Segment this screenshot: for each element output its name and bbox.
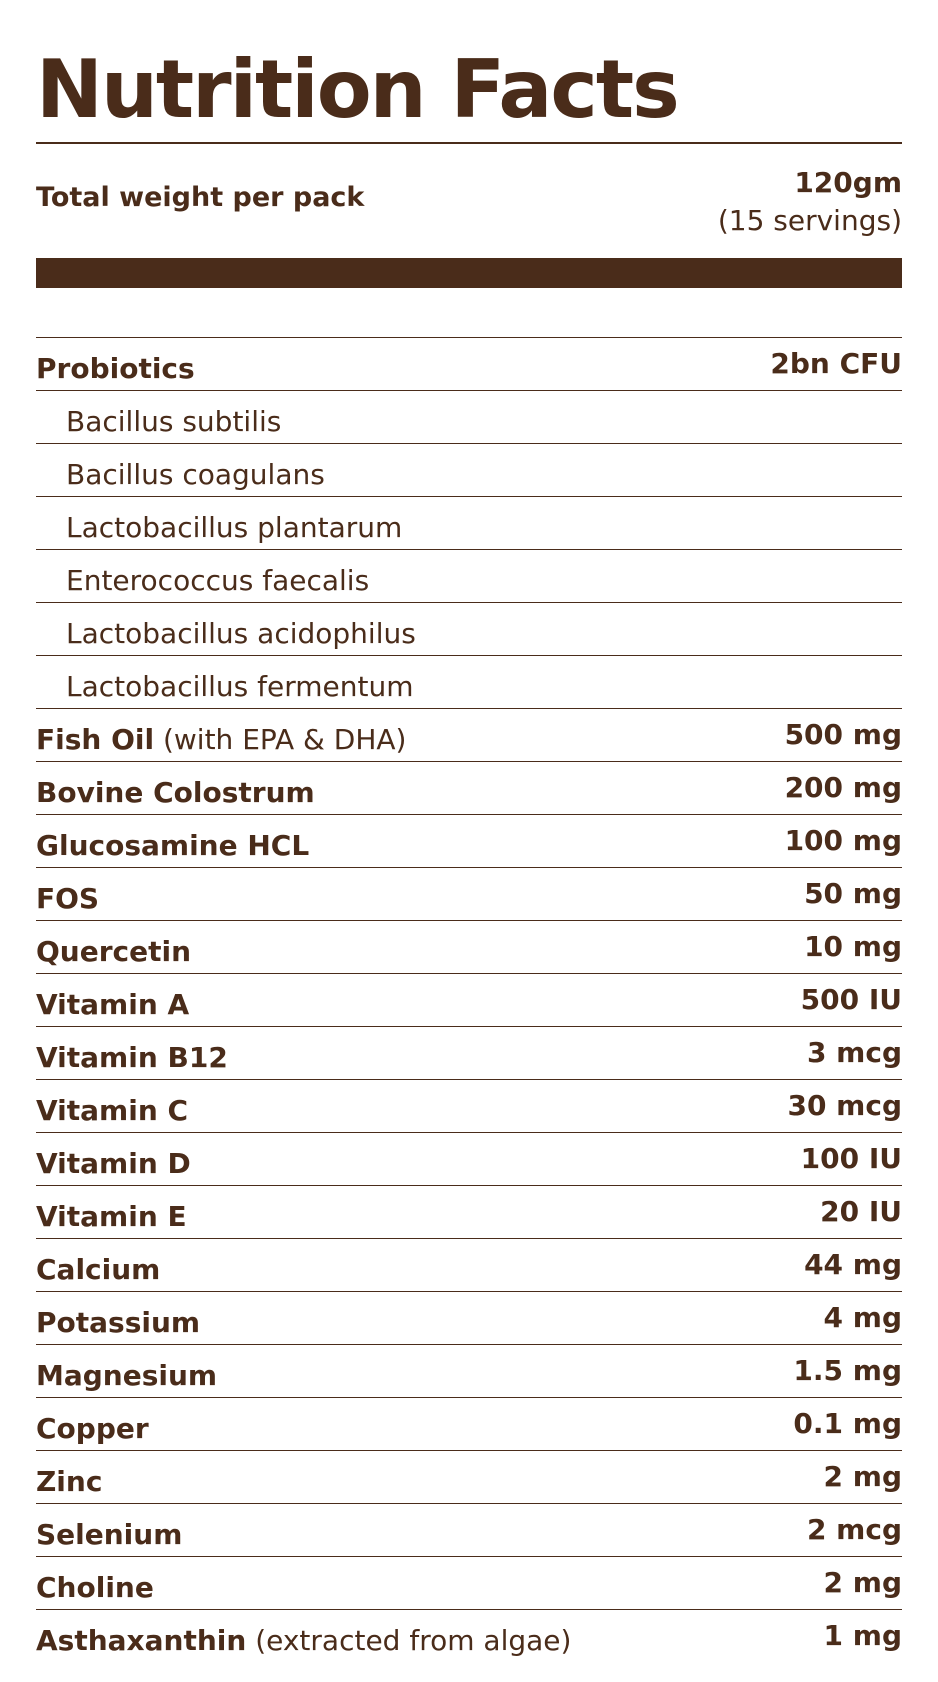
nutrient-name: Lactobacillus fermentum <box>66 670 414 703</box>
nutrient-note: (extracted from algae) <box>246 1624 572 1657</box>
thick-divider-bar <box>36 258 902 288</box>
nutrient-row <box>36 867 902 920</box>
nutrient-label <box>36 829 309 863</box>
nutrient-amount: 50 mg <box>804 877 902 910</box>
nutrient-label <box>36 1465 102 1499</box>
nutrient-row <box>36 1397 902 1450</box>
sub-nutrient-row <box>36 549 902 602</box>
nutrient-label <box>36 1094 188 1128</box>
nutrient-row <box>36 1344 902 1397</box>
nutrient-label <box>36 1200 187 1234</box>
nutrient-row <box>36 1609 902 1662</box>
nutrient-note: (with EPA & DHA) <box>154 723 407 756</box>
nutrient-label <box>36 1571 154 1605</box>
total-weight-value <box>718 164 902 240</box>
page-title: Nutrition Facts <box>36 43 678 136</box>
nutrient-amount: 4 mg <box>823 1301 902 1334</box>
nutrient-name: Copper <box>36 1412 149 1445</box>
nutrient-amount: 100 IU <box>800 1142 902 1175</box>
sub-nutrient-row <box>36 655 902 708</box>
nutrient-row <box>36 1026 902 1079</box>
total-weight-row <box>36 144 902 258</box>
nutrient-name: Lactobacillus plantarum <box>66 511 403 544</box>
sub-nutrient-row <box>36 496 902 549</box>
nutrient-amount: 30 mcg <box>787 1089 902 1122</box>
total-weight-servings: (15 servings) <box>717 204 902 237</box>
nutrient-name: Enterococcus faecalis <box>66 564 370 597</box>
nutrient-amount: 500 IU <box>800 983 902 1016</box>
sub-nutrient-row <box>36 602 902 655</box>
nutrient-label <box>36 1359 217 1393</box>
nutrient-label <box>36 935 191 969</box>
nutrient-name: Glucosamine HCL <box>36 829 310 862</box>
nutrient-row <box>36 973 902 1026</box>
nutrient-amount: 2 mg <box>823 1460 902 1493</box>
nutrient-name: FOS <box>36 882 100 915</box>
nutrient-amount: 2 mg <box>823 1566 902 1599</box>
nutrient-label <box>36 1624 571 1658</box>
nutrient-name: Potassium <box>36 1306 201 1339</box>
nutrient-name: Quercetin <box>36 935 192 968</box>
nutrient-label <box>36 352 195 386</box>
nutrient-label <box>66 617 416 651</box>
total-weight-label: Total weight per pack <box>36 182 365 213</box>
nutrient-label <box>36 723 406 757</box>
nutrient-amount: 2 mcg <box>806 1513 902 1546</box>
nutrient-name: Choline <box>36 1571 154 1604</box>
nutrient-row <box>36 337 902 390</box>
nutrient-amount: 20 IU <box>820 1195 902 1228</box>
nutrient-label <box>36 776 315 810</box>
nutrient-row <box>36 1556 902 1609</box>
nutrient-row <box>36 814 902 867</box>
nutrient-amount: 100 mg <box>784 824 902 857</box>
nutrient-row <box>36 1132 902 1185</box>
nutrient-label <box>36 988 189 1022</box>
nutrient-row <box>36 1291 902 1344</box>
nutrient-amount: 3 mcg <box>806 1036 902 1069</box>
nutrient-name: Vitamin D <box>36 1147 191 1180</box>
nutrient-list <box>36 337 902 1662</box>
nutrient-label <box>66 405 281 439</box>
nutrient-label <box>36 1147 191 1181</box>
nutrient-row <box>36 1503 902 1556</box>
nutrient-label <box>36 1306 200 1340</box>
nutrient-label <box>66 564 369 598</box>
sub-nutrient-row <box>36 390 902 443</box>
nutrient-label <box>36 882 99 916</box>
nutrient-label <box>36 1518 182 1552</box>
nutrient-name: Fish Oil <box>36 723 155 756</box>
nutrient-amount: 2bn CFU <box>770 347 902 380</box>
nutrient-name: Lactobacillus acidophilus <box>66 617 416 650</box>
nutrient-name: Probiotics <box>36 352 195 385</box>
nutrient-amount: 0.1 mg <box>793 1407 902 1440</box>
nutrient-name: Vitamin A <box>36 988 190 1021</box>
nutrient-label <box>36 1253 160 1287</box>
nutrient-name: Vitamin C <box>36 1094 189 1127</box>
total-weight-amount: 120gm <box>794 166 902 199</box>
nutrient-amount: 44 mg <box>804 1248 902 1281</box>
nutrient-amount: 10 mg <box>804 930 902 963</box>
nutrient-row <box>36 920 902 973</box>
nutrient-row <box>36 1450 902 1503</box>
nutrient-label <box>66 511 402 545</box>
nutrient-row <box>36 1185 902 1238</box>
nutrient-row <box>36 708 902 761</box>
sub-nutrient-row <box>36 443 902 496</box>
nutrient-name: Calcium <box>36 1253 161 1286</box>
nutrient-label <box>66 670 414 704</box>
nutrient-name: Magnesium <box>36 1359 218 1392</box>
section-spacer <box>36 288 902 337</box>
nutrient-amount: 1 mg <box>823 1619 902 1652</box>
nutrient-amount: 500 mg <box>784 718 902 751</box>
nutrient-row <box>36 1238 902 1291</box>
nutrient-label <box>36 1041 228 1075</box>
nutrient-row <box>36 761 902 814</box>
nutrient-row <box>36 1079 902 1132</box>
nutrient-name: Zinc <box>36 1465 103 1498</box>
nutrient-name: Bovine Colostrum <box>36 776 315 809</box>
nutrient-name: Asthaxanthin <box>36 1624 247 1657</box>
nutrition-facts-panel <box>36 0 902 1662</box>
nutrient-name: Bacillus subtilis <box>66 405 282 438</box>
nutrient-name: Vitamin B12 <box>36 1041 228 1074</box>
nutrient-name: Vitamin E <box>36 1200 187 1233</box>
nutrient-label <box>36 1412 149 1446</box>
nutrient-label <box>66 458 325 492</box>
nutrient-amount: 200 mg <box>784 771 902 804</box>
nutrient-name: Bacillus coagulans <box>66 458 325 491</box>
nutrient-amount: 1.5 mg <box>793 1354 902 1387</box>
nutrient-name: Selenium <box>36 1518 183 1551</box>
